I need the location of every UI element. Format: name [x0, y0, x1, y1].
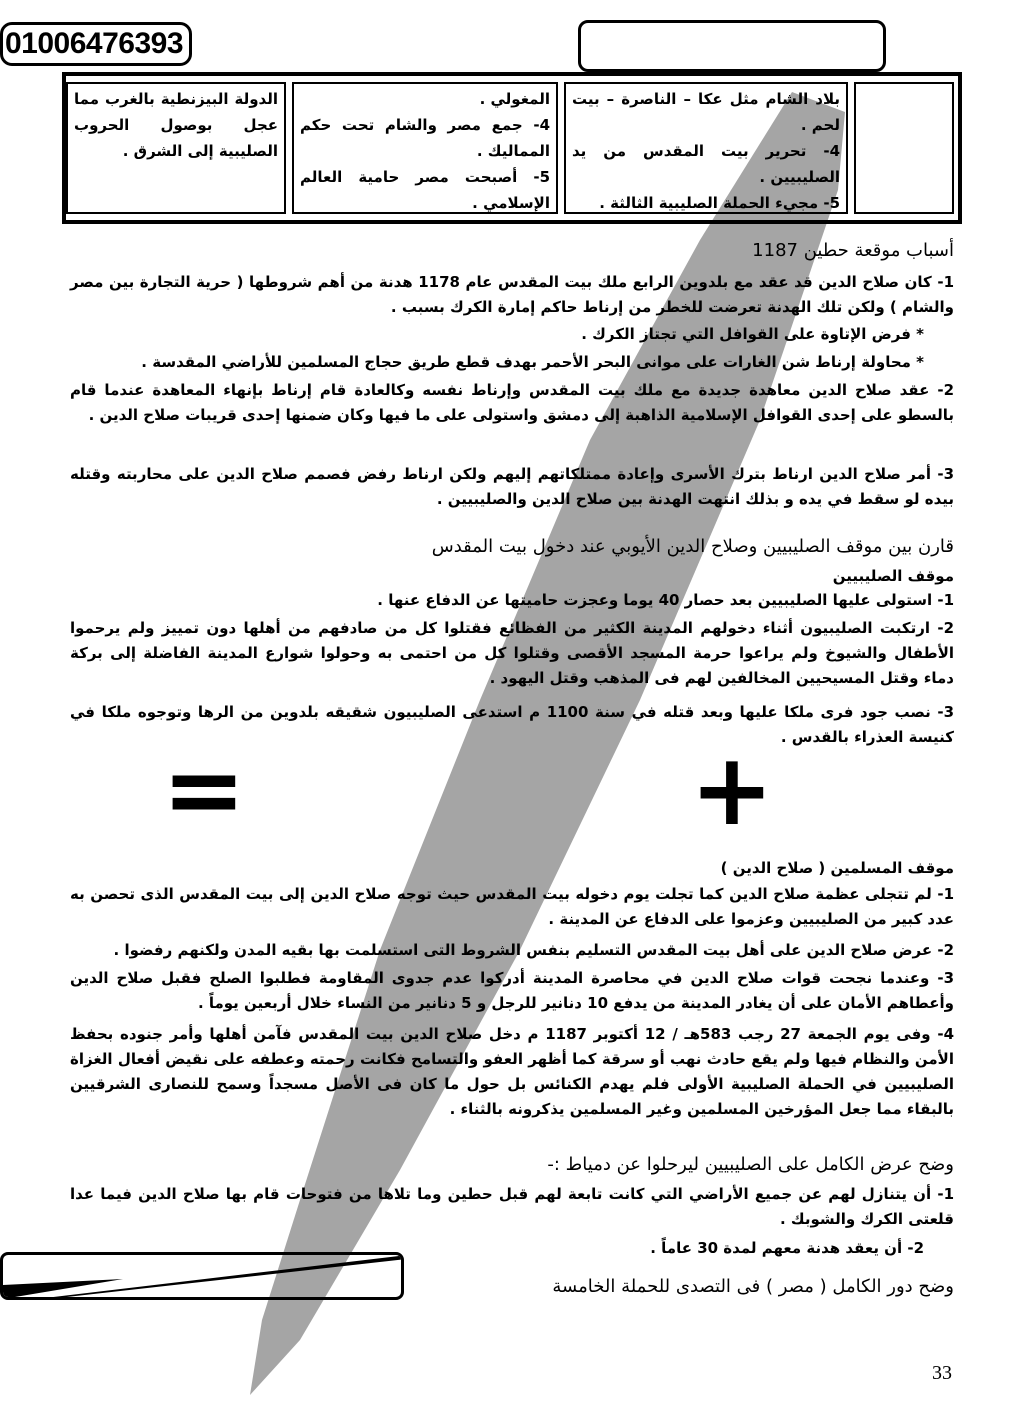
list-item: 1- لم تتجلى عظمة صلاح الدين كما تجلت يوم دخوله بيت المقدس حيث توجه صلاح الدين إلى بيت المقدس الذى تحصن به عدد كبير من الصليبيين وعزموا على الدفاع عن المدينة .: [70, 885, 954, 928]
subtitle-crusaders: موقف الصليبيين: [832, 567, 954, 585]
bottom-box-wedge: [3, 1255, 404, 1300]
page-number: 33: [932, 1362, 952, 1384]
list-item: * فرض الإتاوة على القوافل التي تجتاز الكرك .: [581, 325, 924, 343]
table-cell-empty: [854, 82, 954, 214]
section-title-compare: قارن بين موقف الصليبيين وصلاح الدين الأيوبي عند دخول بيت المقدس: [431, 536, 954, 557]
list-item: 1- كان صلاح الدين قد عقد مع بلدوين الرابع ملك بيت المقدس عام 1178 هدنة من أهم شروطها ( حرية التجارة بين مصر والشام ) ولكن تلك الهدنة تعرضت للخطر من إرناط حاكم إمارة الكرك بسبب .: [70, 273, 954, 316]
list-item: 2- ارتكبت الصليبيون أثناء دخولهم المدينة الكثير من الفظائع فقتلوا كل من صادفهم من أهلها دون تمييز ولم يرحموا الأطفال والشيوخ ولم يراعوا حرمة المسجد الأقصى وقتلوا كل من احتمى به وحولوا شوارع المدينة الفاضلة إلى بركة دماء وقتل المسيحيين المخالفين لهم فى المذهب وقتل اليهود .: [70, 619, 954, 687]
list-item: 1- أن يتنازل لهم عن جميع الأراضي التي كانت تابعة لهم قبل حطين وما تلاها من فتوحات قام بها صلاح الدين فيما عدا قلعتى الكرك والشوبك .: [70, 1185, 954, 1228]
plus-sign: +: [690, 731, 774, 848]
phone-number-box: [0, 22, 192, 66]
list-item: * محاولة إرناط شن الغارات على موانى البحر الأحمر بهدف قطع طريق حجاج المسلمين للأراضي المقدسة .: [141, 353, 924, 371]
table-cell-4: الدولة البيزنطية بالغرب مما عجل بوصول الحروب الصليبية إلى الشرق .: [66, 82, 286, 214]
subtitle-muslims: موقف المسلمين ( صلاح الدين ): [720, 859, 954, 877]
bottom-box: [0, 1252, 404, 1300]
list-item: 2- عرض صلاح الدين على أهل بيت المقدس التسليم بنفس الشروط التى استسلمت بها بقيه المدن ولكنهم رفضوا .: [113, 941, 954, 959]
list-item: 4- وفى يوم الجمعة 27 رجب 583هـ / 12 أكتوبر 1187 م دخل صلاح الدين بيت المقدس فآمن أهلها وأمر جنوده بحفظ الأمن والنظام فيها ولم يقع حادث نهب أو سرقة كما أظهر العفو والتسامح فكانت رحمته وعطفه على نقيض أفعال الغزاة الصليبيين في الحملة الصليبية الأولى فلم يهدم الكنائس بل حول ما كان فى الأصل مسجداً وسمح للنصارى الشرقيين بالبقاء مما جعل المؤرخين المسلمين وغير المسلمين يذكرونه بالثناء .: [70, 1025, 954, 1118]
phone-number: 01006476393: [5, 27, 184, 60]
section-title-kamil-role: وضح دور الكامل ( مصر ) فى التصدى للحملة الخامسة: [552, 1276, 954, 1297]
list-item: 2- أن يعقد هدنة معهم لمدة 30 عاماً .: [650, 1239, 924, 1257]
list-item: 3- نصب جود فرى ملكا عليها وبعد قتله في سنة 1100 م استدعى الصليبيون شقيقه بلدوين من الرها وتوجوه ملكا في كنيسة العذراء بالقدس .: [70, 703, 954, 746]
list-item: 2- عقد صلاح الدين معاهدة جديدة مع ملك بيت المقدس وإرناط نفسه وكالعادة قام إرناط بإنهاء المعاهدة عندما قام بالسطو على إحدى القوافل الإسلامية الذاهبة إلى دمشق واستولى على ما فيها وكان ضمنها إحدى قريبات صلاح الدين .: [70, 381, 954, 424]
list-item: 1- استولى عليها الصليبيين بعد حصار 40 يوما وعجزت حاميتها عن الدفاع عنها .: [377, 591, 954, 609]
summary-table: [62, 72, 962, 224]
table-cell-3: المغولي . 4- جمع مصر والشام تحت حكم المماليك . 5- أصبحت مصر حامية العالم الإسلامي .: [292, 82, 558, 214]
name-box: [578, 20, 886, 72]
list-item: 3- أمر صلاح الدين ارناط بترك الأسرى وإعادة ممتلكاتهم إليهم ولكن ارناط رفض فصمم صلاح الدين على محاربته وقتله بيده لو سقط في يده و بذلك انتهت الهدنة بين صلاح الدين والصليبيين .: [70, 465, 954, 508]
list-item: 3- وعندما نجحت قوات صلاح الدين في محاصرة المدينة أدركوا عدم جدوى المقاومة فطلبوا الصلح فقبل صلاح الدين وأعطاهم الأمان على أن يغادر المدينة من يدفع 10 دنانير للرجل و 5 دنانير من النساء خلال أربعين يوماً .: [70, 969, 954, 1012]
section-title-hattin-causes: أسباب موقعة حطين 1187: [752, 240, 954, 261]
table-cell-2: بلاد الشام مثل عكا – الناصرة – بيت لحم . 4- تحرير بيت المقدس من يد الصليبيين . 5- مجيء الحملة الصليبية الثالثة .: [564, 82, 848, 214]
equals-sign: =: [162, 731, 246, 848]
section-title-kamil-offer: وضح عرض الكامل على الصليبيين ليرحلوا عن دمياط :-: [547, 1154, 954, 1175]
